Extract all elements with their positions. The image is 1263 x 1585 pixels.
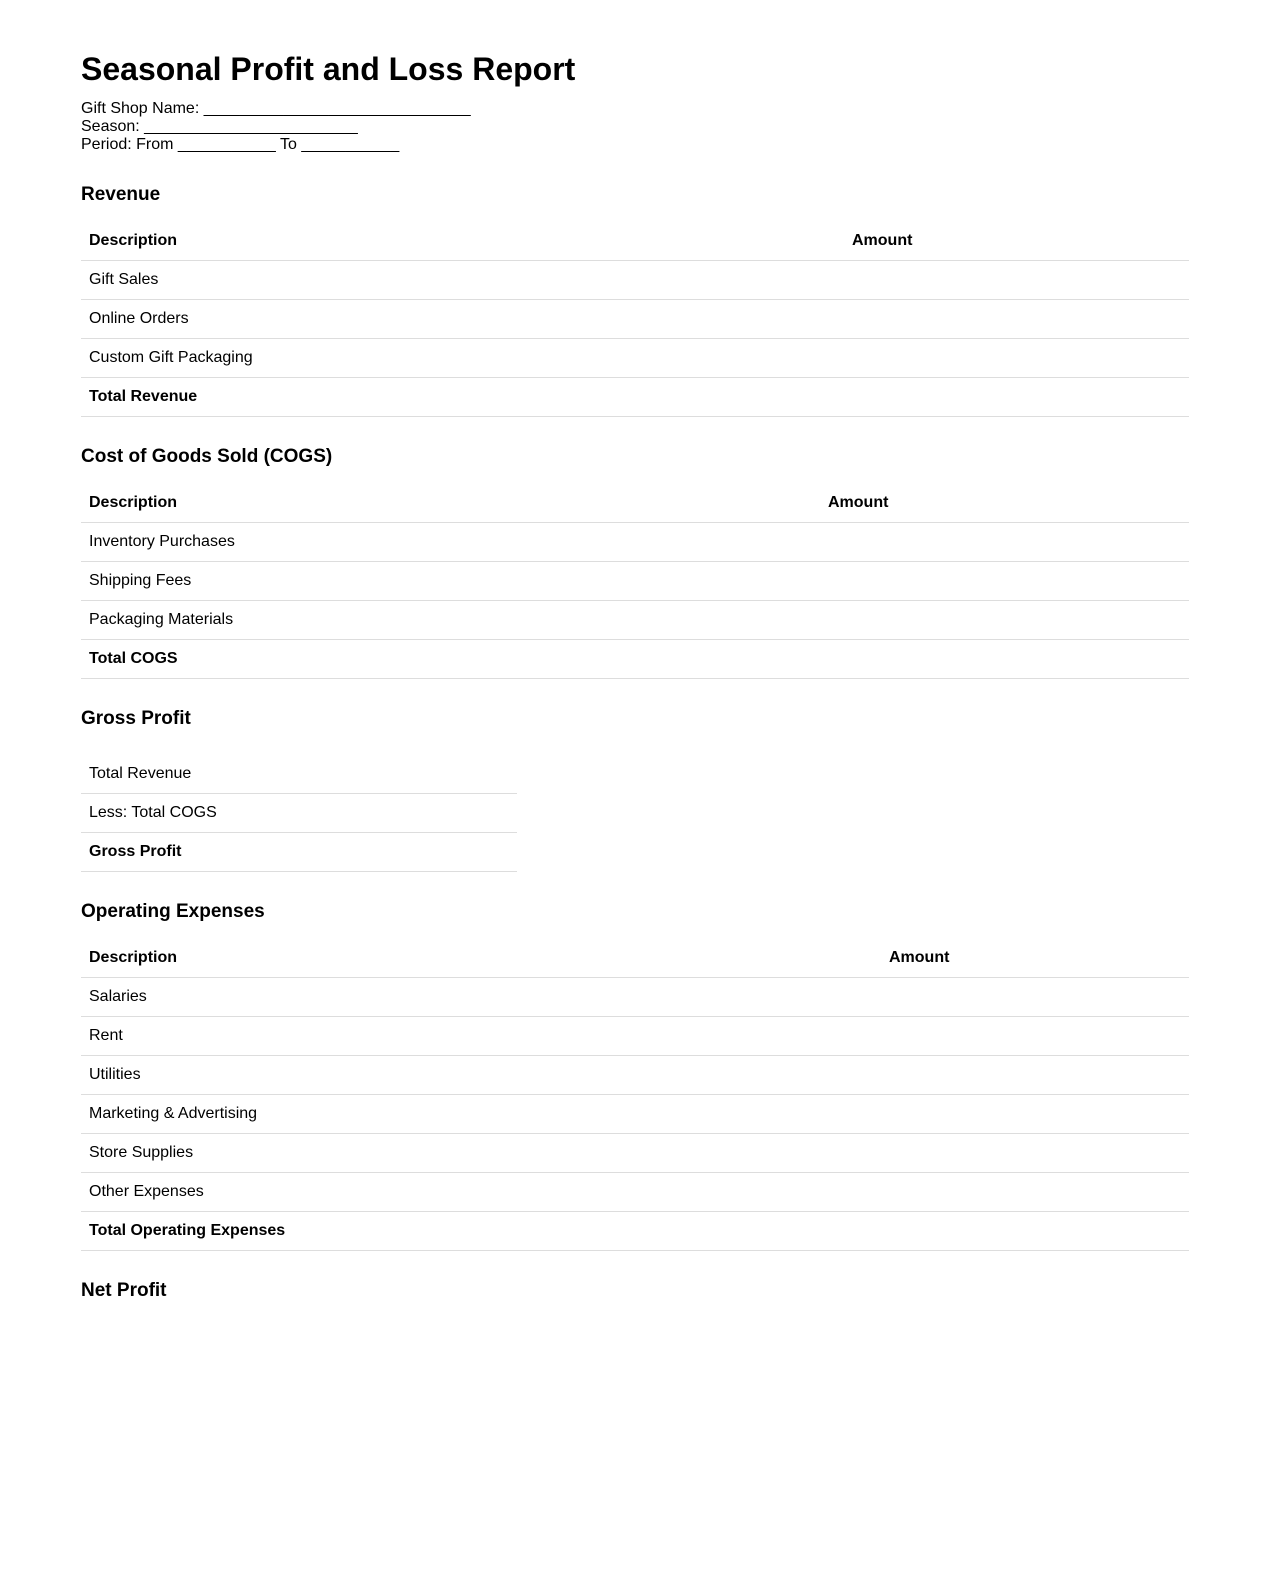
row-amount: [820, 601, 1189, 640]
row-description: Gift Sales: [81, 261, 844, 300]
table-header-row: [81, 939, 1189, 978]
net-profit-heading: Net Profit: [81, 1280, 167, 1299]
cogs-heading: Cost of Goods Sold (COGS): [81, 446, 333, 467]
period-from-field: ___________: [177, 136, 276, 153]
row-description: Online Orders: [81, 300, 844, 339]
total-row: [81, 640, 1189, 679]
row-description: Marketing & Advertising: [81, 1095, 881, 1134]
row-description: Store Supplies: [81, 1134, 881, 1173]
row-amount: [844, 300, 1189, 339]
total-row: [81, 833, 517, 872]
row-description: Custom Gift Packaging: [81, 339, 844, 378]
report-page: [81, 0, 1189, 1299]
period-line: [81, 136, 399, 154]
row-amount: [881, 1173, 1189, 1212]
period-from-label: Period: From: [81, 136, 174, 153]
table-row: [81, 523, 1189, 562]
row-amount: [881, 1056, 1189, 1095]
row-amount: [820, 523, 1189, 562]
table-row: [81, 1173, 1189, 1212]
total-operating-expenses-amount: [881, 1212, 1189, 1251]
row-description: Other Expenses: [81, 1173, 881, 1212]
column-header-description: Description: [81, 222, 844, 261]
gross-profit-heading: Gross Profit: [81, 708, 191, 729]
total-revenue-label: Total Revenue: [81, 378, 844, 417]
row-description: Inventory Purchases: [81, 523, 820, 562]
table-row: [81, 794, 517, 833]
table-row: [81, 261, 1189, 300]
row-amount: [881, 1134, 1189, 1173]
season-label: Season:: [81, 118, 140, 135]
period-to-label: To: [279, 136, 297, 153]
season-field: ________________________: [144, 118, 358, 135]
table-row: [81, 339, 1189, 378]
revenue-heading: Revenue: [81, 184, 161, 205]
page-title: Seasonal Profit and Loss Report: [81, 51, 576, 87]
shop-name-label: Gift Shop Name:: [81, 100, 200, 117]
operating-expenses-heading: Operating Expenses: [81, 901, 265, 922]
table-row: [81, 755, 517, 794]
column-header-amount: Amount: [844, 222, 1189, 261]
table-header-row: [81, 222, 1189, 261]
season-line: [81, 118, 358, 136]
row-amount: [820, 562, 1189, 601]
row-amount: [881, 978, 1189, 1017]
row-description: Utilities: [81, 1056, 881, 1095]
cogs-table: [81, 484, 1189, 679]
column-header-description: Description: [81, 939, 881, 978]
total-row: [81, 1212, 1189, 1251]
gross-profit-label: Gross Profit: [81, 833, 311, 872]
table-row: [81, 978, 1189, 1017]
gross-profit-table: [81, 755, 517, 872]
total-cogs-label: Total COGS: [81, 640, 820, 679]
table-row: [81, 1134, 1189, 1173]
column-header-amount: Amount: [820, 484, 1189, 523]
row-description: Salaries: [81, 978, 881, 1017]
table-row: [81, 562, 1189, 601]
total-operating-expenses-label: Total Operating Expenses: [81, 1212, 881, 1251]
row-amount: [844, 261, 1189, 300]
total-revenue-amount: [844, 378, 1189, 417]
operating-expenses-table: [81, 939, 1189, 1251]
row-amount: [311, 794, 517, 833]
gross-profit-amount: [311, 833, 517, 872]
shop-name-field: ______________________________: [203, 100, 471, 117]
total-row: [81, 378, 1189, 417]
row-description: Packaging Materials: [81, 601, 820, 640]
column-header-amount: Amount: [881, 939, 1189, 978]
table-header-row: [81, 484, 1189, 523]
row-amount: [311, 755, 517, 794]
row-amount: [881, 1017, 1189, 1056]
row-description: Total Revenue: [81, 755, 311, 794]
column-header-description: Description: [81, 484, 820, 523]
table-row: [81, 1095, 1189, 1134]
row-amount: [881, 1095, 1189, 1134]
row-description: Shipping Fees: [81, 562, 820, 601]
revenue-table: [81, 222, 1189, 417]
table-row: [81, 1017, 1189, 1056]
total-cogs-amount: [820, 640, 1189, 679]
period-to-field: ___________: [301, 136, 400, 153]
row-amount: [844, 339, 1189, 378]
row-description: Less: Total COGS: [81, 794, 311, 833]
table-row: [81, 1056, 1189, 1095]
table-row: [81, 601, 1189, 640]
row-description: Rent: [81, 1017, 881, 1056]
table-row: [81, 300, 1189, 339]
shop-name-line: [81, 100, 471, 118]
